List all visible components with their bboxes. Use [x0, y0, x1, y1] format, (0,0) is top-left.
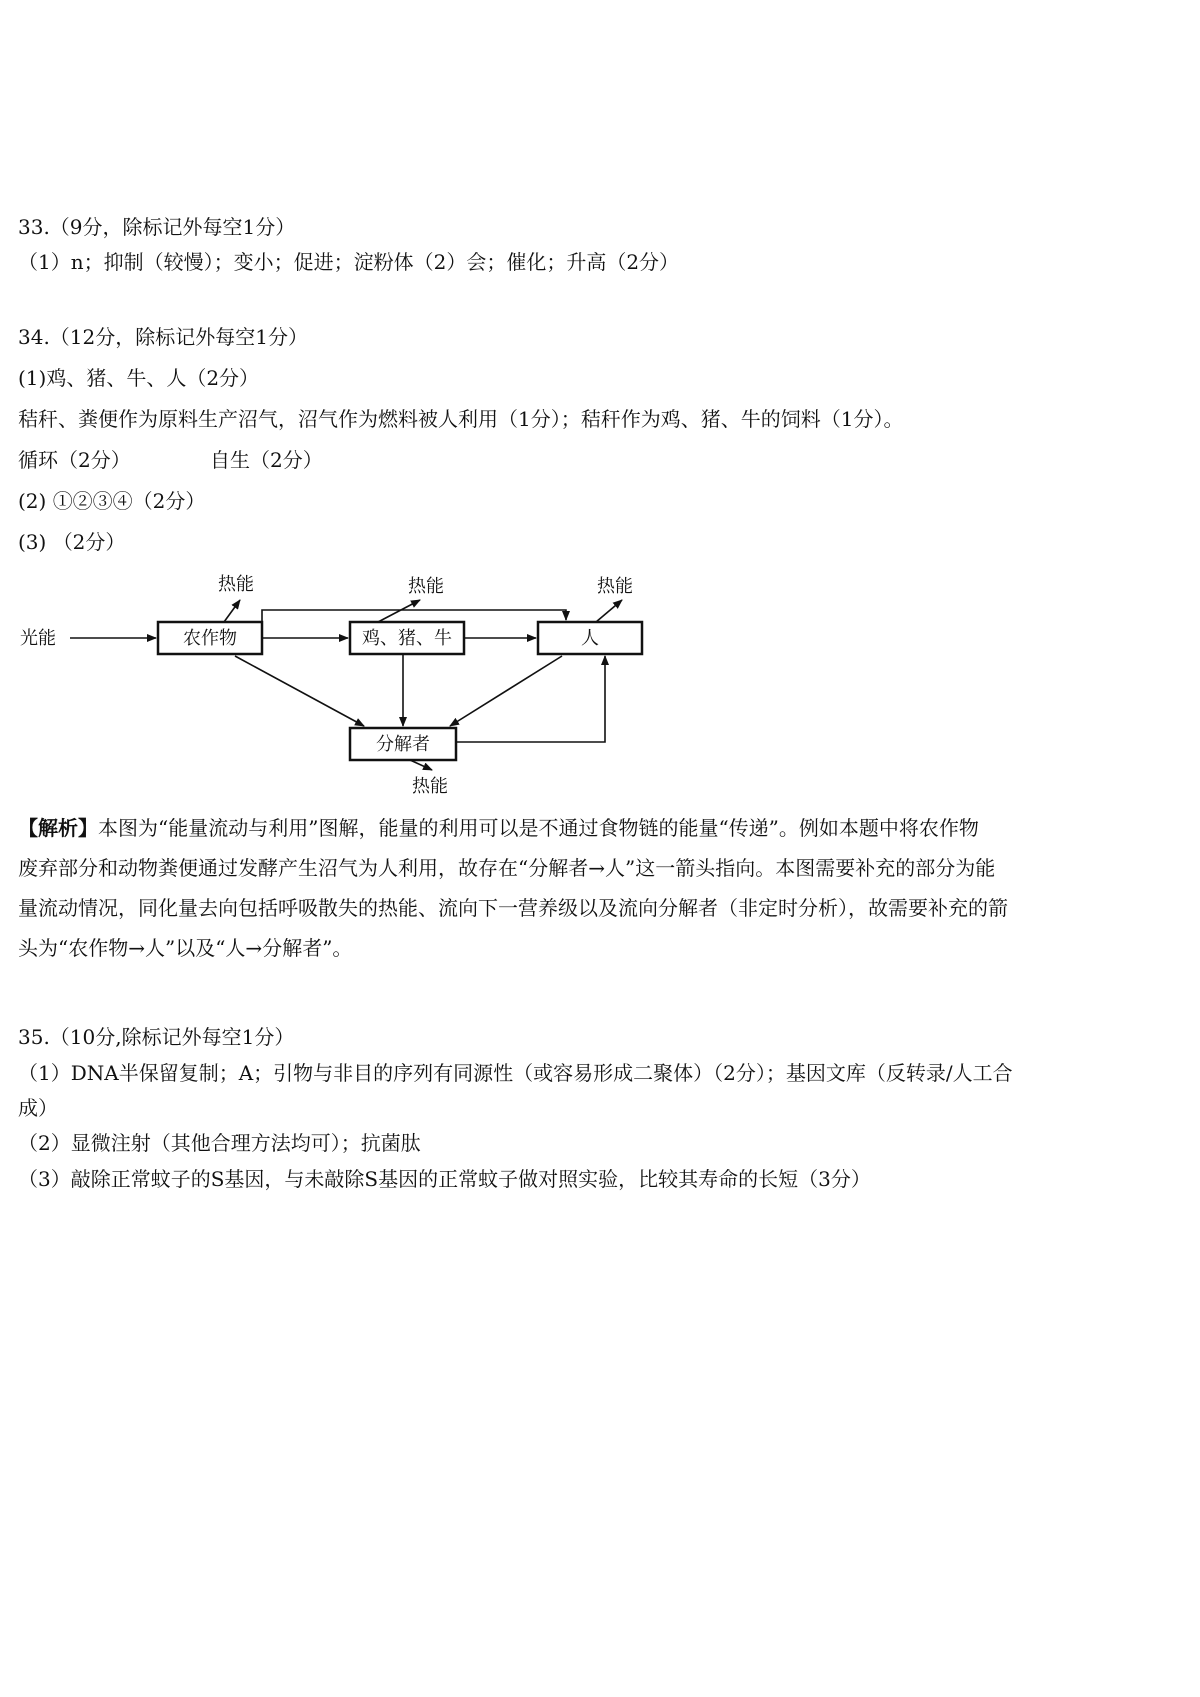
analysis-line-4: 头为“农作物→人”以及“人→分解者”。	[18, 936, 353, 960]
energy-flow-diagram	[0, 570, 700, 800]
q34-answer-2: (2) ①②③④（2分）	[18, 489, 206, 513]
q34-answer-1-cycle: 循环（2分）	[18, 448, 131, 472]
arrow-human-heat	[596, 600, 622, 622]
heat-label-livestock: 热能	[408, 576, 444, 597]
arrow-crops-heat	[224, 600, 240, 622]
q34-header: 34.（12分，除标记外每空1分）	[18, 325, 308, 349]
arrow-crops-to-decomposer	[235, 656, 364, 726]
heat-label-crops: 热能	[218, 574, 254, 595]
arrow-human-to-decomposer	[450, 656, 562, 726]
analysis-text-1: 本图为“能量流动与利用”图解，能量的利用可以是不通过食物链的能量“传递”。例如本题中将农作物	[98, 816, 979, 840]
analysis-label: 【解析】	[18, 816, 98, 840]
arrow-decomposer-heat	[410, 760, 432, 770]
q35-answer-1-cont: 成）	[18, 1096, 58, 1120]
heat-label-decomposer: 热能	[412, 776, 448, 797]
human-label: 人	[581, 628, 599, 649]
q35-answer-1: （1）DNA半保留复制；A；引物与非目的序列有同源性（或容易形成二聚体）（2分）；基因文库（反转录/人工合	[18, 1061, 1013, 1085]
arrow-livestock-heat	[378, 600, 420, 622]
q34-answer-1-self: 自生（2分）	[210, 448, 323, 472]
arrow-decomposer-to-human	[456, 656, 605, 742]
q35-answer-2: （2）显微注射（其他合理方法均可）；抗菌肽	[18, 1131, 421, 1155]
crops-label: 农作物	[183, 628, 237, 649]
arrow-crops-to-human	[262, 610, 566, 626]
analysis-line-2: 废弃部分和动物粪便通过发酵产生沼气为人利用，故存在“分解者→人”这一箭头指向。本图需要补充的部分为能	[18, 856, 996, 880]
q34-answer-1-detail: 秸秆、粪便作为原料生产沼气，沼气作为燃料被人利用（1分）；秸秆作为鸡、猪、牛的饲料（1分）。	[18, 407, 904, 431]
decomposer-label: 分解者	[376, 734, 430, 755]
q35-header: 35.（10分,除标记外每空1分）	[18, 1025, 295, 1049]
heat-label-human: 热能	[597, 576, 633, 597]
analysis-line-3: 量流动情况，同化量去向包括呼吸散失的热能、流向下一营养级以及流向分解者（非定时分析），故需要补充的箭	[18, 896, 1008, 920]
q34-answer-1: (1)鸡、猪、牛、人（2分）	[18, 366, 260, 390]
q33-header: 33.（9分，除标记外每空1分）	[18, 215, 296, 239]
analysis-line-1	[18, 813, 979, 843]
q33-answer-1: （1）n；抑制（较慢）；变小；促进；淀粉体（2）会；催化；升高（2分）	[18, 250, 680, 274]
q35-answer-3: （3）敲除正常蚊子的S基因，与未敲除S基因的正常蚊子做对照实验，比较其寿命的长短（3分）	[18, 1167, 871, 1191]
q34-answer-3: (3) （2分）	[18, 530, 126, 554]
light-energy-label: 光能	[20, 628, 56, 649]
livestock-label: 鸡、猪、牛	[362, 628, 452, 649]
